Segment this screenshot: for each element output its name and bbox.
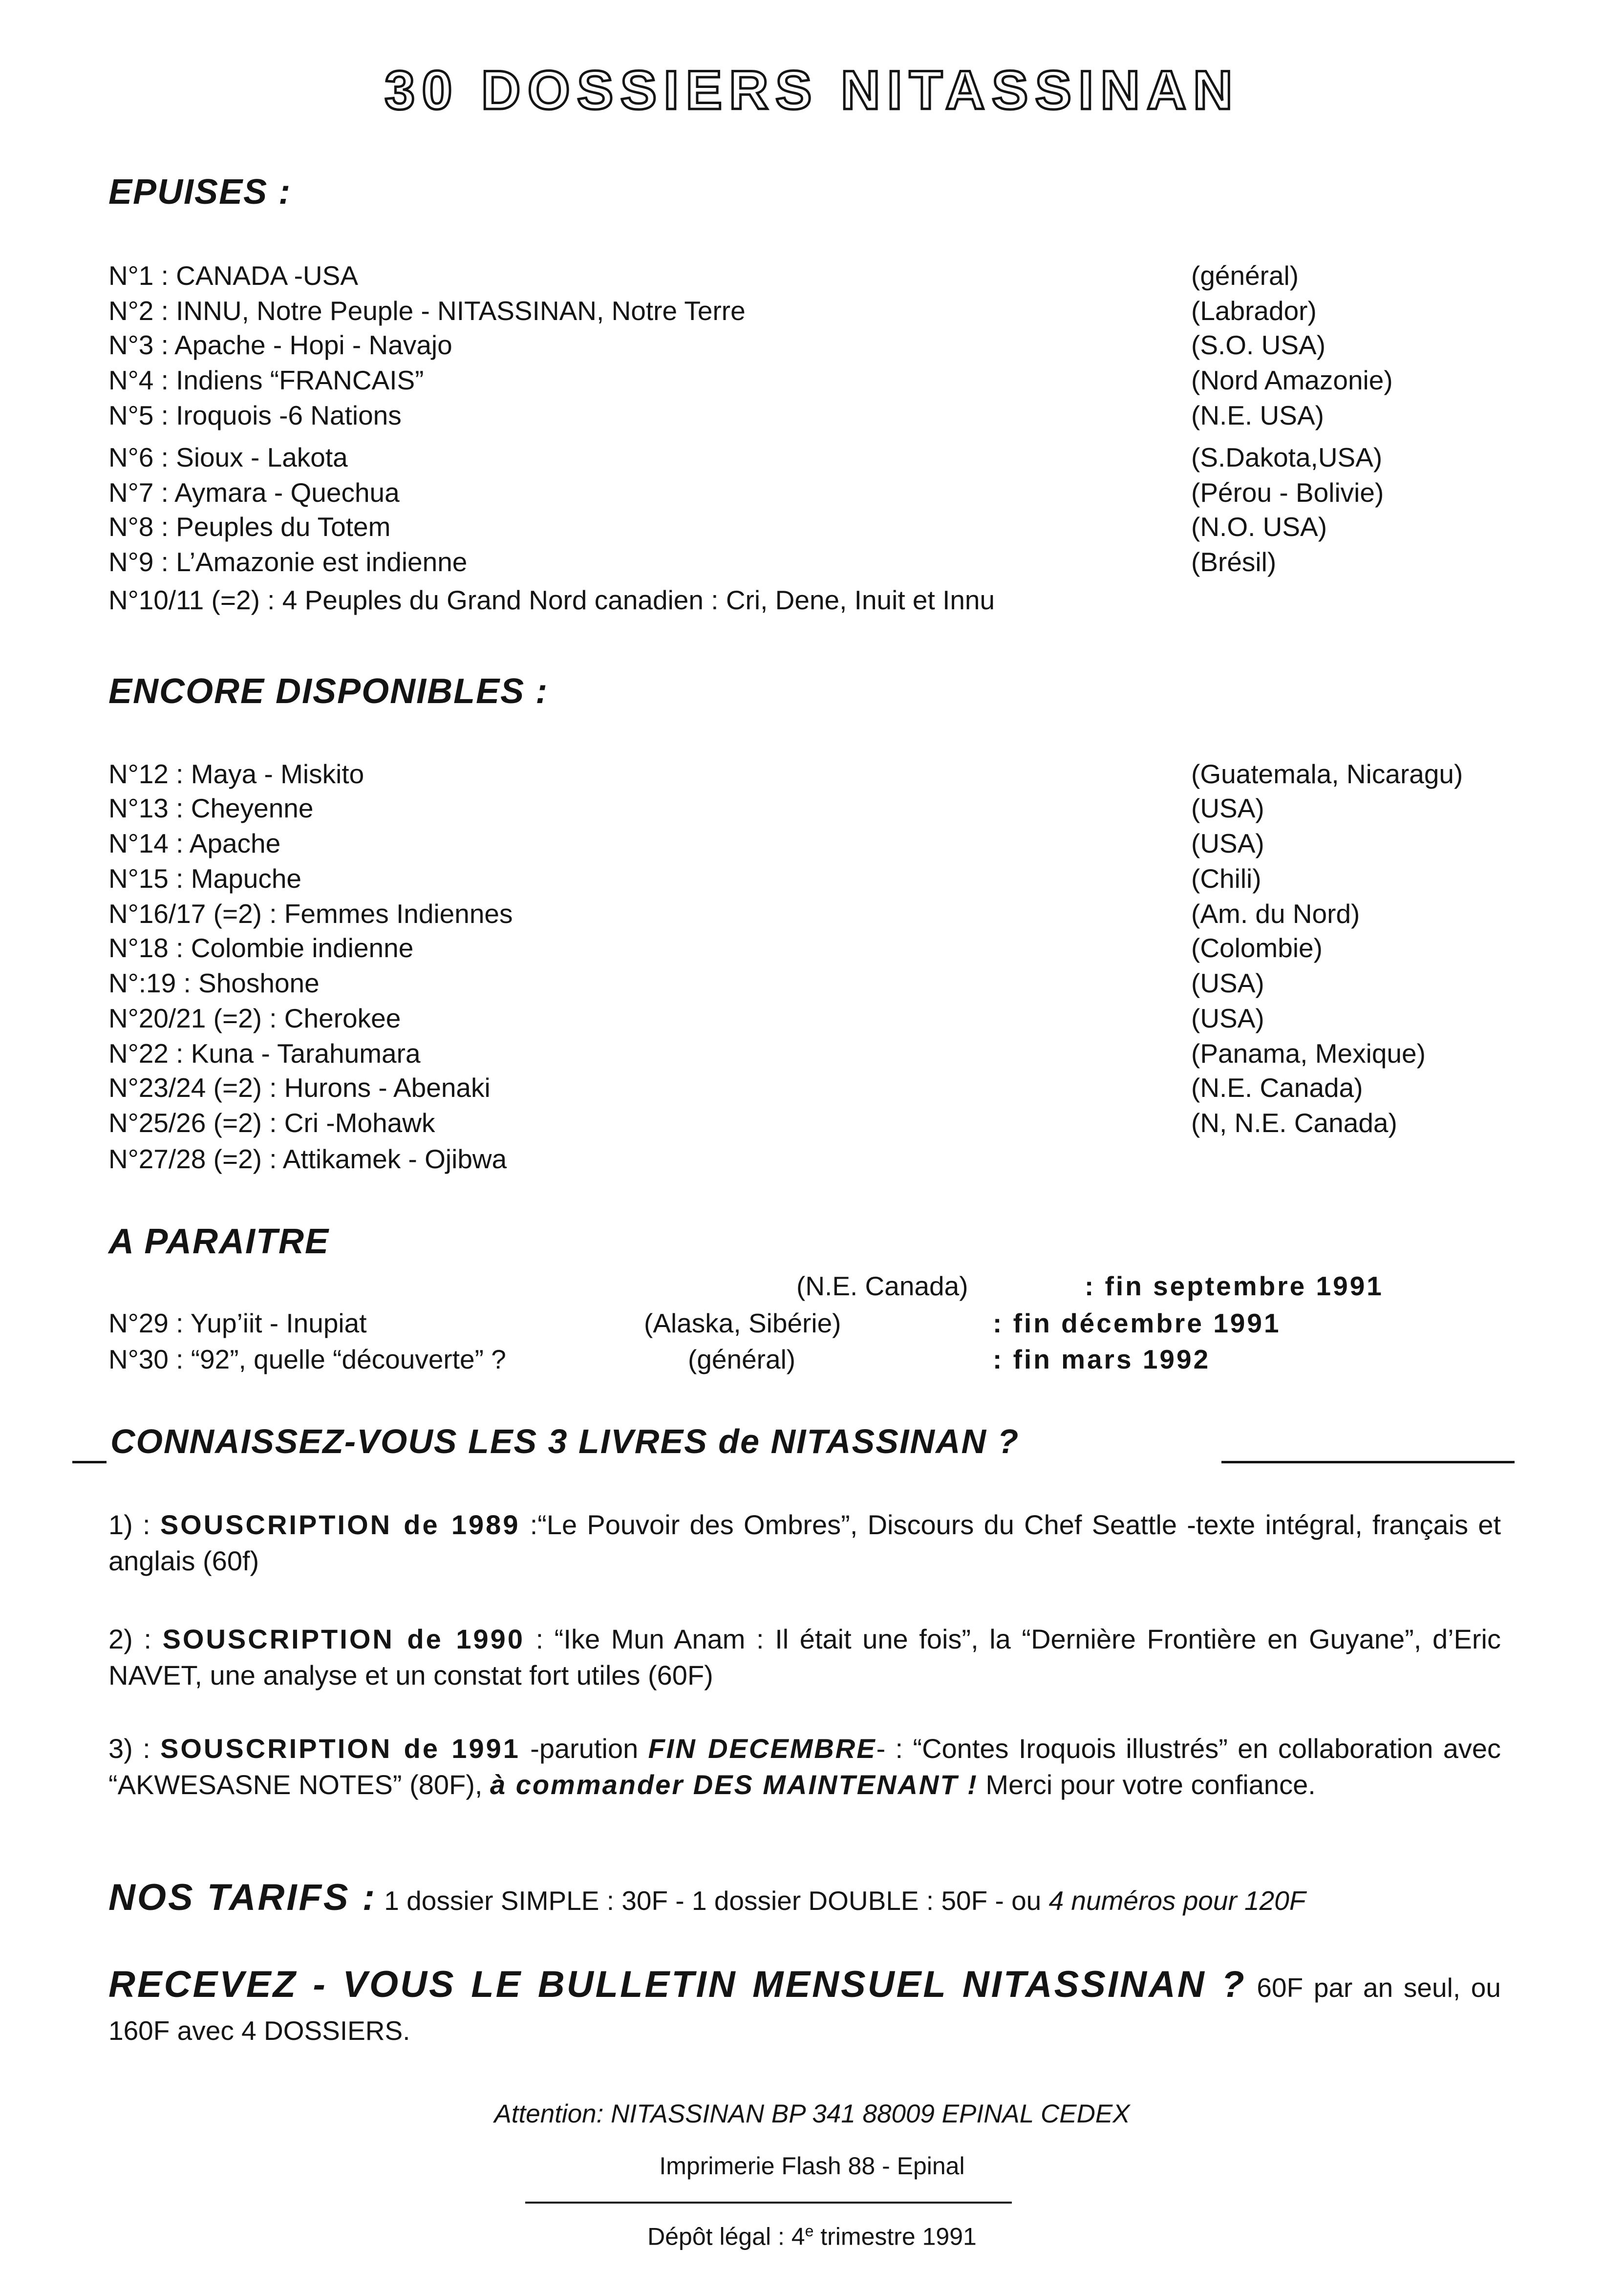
item-release-date: : fin mars 1992	[993, 1344, 1211, 1374]
item-label: N°22 : Kuna - Tarahumara	[108, 1038, 421, 1069]
item-release-date: : fin décembre 1991	[993, 1308, 1281, 1338]
footer-attention: Attention: NITASSINAN BP 341 88009 EPINAL CEDEX	[494, 2099, 1130, 2128]
list-item	[108, 898, 1525, 933]
section-heading-livres: CONNAISSEZ-VOUS LES 3 LIVRES de NITASSINAN ?	[110, 1422, 1020, 1460]
item-label: N°8 : Peuples du Totem	[108, 512, 391, 542]
footer-imprimerie: Imprimerie Flash 88 - Epinal	[659, 2152, 965, 2180]
item-label: N°27/28 (=2) : Attikamek - Ojibwa	[108, 1144, 507, 1174]
item-label: N°13 : Cheyenne	[108, 793, 314, 823]
item-region: (général)	[1191, 260, 1299, 291]
item-region: (USA)	[1191, 793, 1264, 823]
list-item	[108, 1143, 1525, 1178]
livre-3-mid: - : “Contes Iroquois illustrés” en collaboration avec “AKWESASNE NOTES” (80F),	[108, 1733, 1501, 1800]
item-label: N°25/26 (=2) : Cri -Mohawk	[108, 1108, 435, 1138]
item-region: (Labrador)	[1191, 296, 1317, 326]
depot-superscript: e	[805, 2222, 814, 2240]
list-item	[108, 1270, 1525, 1306]
footer-depot-legal	[0, 2222, 1624, 2251]
item-region: (Panama, Mexique)	[1191, 1038, 1426, 1069]
item-label: N°29 : Yup’iit - Inupiat	[108, 1308, 367, 1338]
item-label: N°20/21 (=2) : Cherokee	[108, 1003, 401, 1033]
item-label: N°6 : Sioux - Lakota	[108, 442, 348, 472]
livre-3-souscription: SOUSCRIPTION de 1991	[160, 1733, 520, 1764]
list-item	[108, 546, 1525, 581]
section-heading-epuises: EPUISES :	[108, 172, 292, 212]
list-item	[108, 863, 1525, 898]
item-label: N°12 : Maya - Miskito	[108, 759, 364, 789]
item-label: N°16/17 (=2) : Femmes Indiennes	[108, 899, 513, 929]
heading-rule-right	[1221, 1461, 1515, 1463]
item-region: (USA)	[1191, 968, 1264, 998]
livre-2-number: 2) :	[108, 1624, 163, 1654]
item-region: (Pérou - Bolivie)	[1191, 477, 1384, 508]
item-region: (Guatemala, Nicaragu)	[1191, 759, 1463, 789]
item-label: N°:19 : Shoshone	[108, 968, 320, 998]
list-item	[108, 1107, 1525, 1142]
tarifs-line	[108, 1876, 1305, 1919]
item-label: N°9 : L’Amazonie est indienne	[108, 547, 468, 577]
list-item	[108, 1344, 1525, 1379]
item-region: (Colombie)	[1191, 933, 1323, 963]
item-region: (Brésil)	[1191, 547, 1277, 577]
item-region: (N.E. Canada)	[796, 1271, 968, 1301]
list-item	[108, 793, 1525, 828]
list-item	[108, 511, 1525, 546]
item-label: N°7 : Aymara - Quechua	[108, 477, 400, 508]
livre-3-fin-decembre: FIN DECEMBRE	[648, 1733, 876, 1764]
bulletin-heading: RECEVEZ - VOUS LE BULLETIN MENSUEL NITASSINAN ?	[108, 1964, 1246, 2005]
livre-3-number: 3) :	[108, 1733, 161, 1764]
list-item	[108, 932, 1525, 967]
item-label: N°1 : CANADA -USA	[108, 260, 359, 291]
section-heading-disponibles: ENCORE DISPONIBLES :	[108, 672, 549, 711]
list-item	[108, 477, 1525, 512]
list-item	[108, 295, 1525, 330]
list-item	[108, 584, 1525, 620]
item-region: (Chili)	[1191, 863, 1261, 894]
livre-2-souscription: SOUSCRIPTION de 1990	[162, 1624, 525, 1654]
livre-3-post: Merci pour votre confiance.	[978, 1769, 1316, 1800]
tarifs-text: 1 dossier SIMPLE : 30F - 1 dossier DOUBLE : 50F - ou	[377, 1885, 1049, 1916]
bulletin-text: 60F par an seul, ou 160F avec 4 DOSSIERS.	[108, 1972, 1501, 2046]
list-item	[108, 1072, 1525, 1107]
list-item	[108, 828, 1525, 863]
item-label: N°15 : Mapuche	[108, 863, 301, 894]
item-label: N°23/24 (=2) : Hurons - Abenaki	[108, 1072, 491, 1103]
item-release-date: : fin septembre 1991	[1085, 1271, 1384, 1301]
depot-text-end: trimestre 1991	[813, 2223, 977, 2250]
item-label: N°10/11 (=2) : 4 Peuples du Grand Nord canadien : Cri, Dene, Inuit et Innu	[108, 585, 995, 615]
list-item	[108, 1003, 1525, 1038]
item-label: N°18 : Colombie indienne	[108, 933, 414, 963]
item-region: (S.Dakota,USA)	[1191, 442, 1383, 472]
section-heading-paraitre: A PARAITRE	[108, 1222, 329, 1261]
item-label: N°30 : “92”, quelle “découverte” ?	[108, 1344, 506, 1374]
item-region: (Am. du Nord)	[1191, 899, 1360, 929]
page-title: 30 DOSSIERS NITASSINAN	[385, 60, 1239, 121]
list-item	[108, 329, 1525, 364]
heading-rule-left	[72, 1461, 107, 1463]
list-item	[108, 400, 1525, 435]
livre-2-text: : “Ike Mun Anam : Il était une fois”, la “Dernière Frontière en Guyane”, d’Eric NAVET, une analyse et un constat fort utiles (60F)	[108, 1624, 1501, 1691]
depot-text: Dépôt légal : 4	[647, 2223, 805, 2250]
livre-3-commander: à commander DES MAINTENANT !	[490, 1769, 978, 1800]
item-region: (N.E. Canada)	[1191, 1072, 1363, 1103]
item-region: (N, N.E. Canada)	[1191, 1108, 1397, 1138]
livre-3-paragraph	[108, 1731, 1501, 1803]
livre-1-souscription: SOUSCRIPTION de 1989	[160, 1509, 520, 1540]
list-item	[108, 260, 1525, 295]
list-item	[108, 442, 1525, 477]
livre-3-pre: -parution	[520, 1733, 648, 1764]
item-region: (USA)	[1191, 1003, 1264, 1033]
item-label: N°2 : INNU, Notre Peuple - NITASSINAN, Notre Terre	[108, 296, 746, 326]
list-item	[108, 1038, 1525, 1073]
footer-rule	[525, 2202, 1012, 2204]
item-label: N°5 : Iroquois -6 Nations	[108, 400, 402, 430]
list-item	[108, 1307, 1525, 1343]
item-region: (S.O. USA)	[1191, 330, 1326, 360]
item-region: (général)	[688, 1344, 796, 1374]
tarifs-heading: NOS TARIFS :	[108, 1877, 377, 1918]
list-item	[108, 364, 1525, 400]
item-region: (Alaska, Sibérie)	[644, 1308, 841, 1338]
item-region: (N.E. USA)	[1191, 400, 1324, 430]
item-region: (USA)	[1191, 828, 1264, 858]
item-region: (N.O. USA)	[1191, 512, 1327, 542]
livre-1-text: :“Le Pouvoir des Ombres”, Discours du Chef Seattle -texte intégral, français et anglais (60f)	[108, 1509, 1501, 1576]
list-item	[108, 967, 1525, 1003]
livre-1-number: 1) :	[108, 1509, 160, 1540]
item-label: N°4 : Indiens “FRANCAIS”	[108, 365, 424, 395]
list-item	[108, 758, 1525, 793]
livre-1-paragraph	[108, 1507, 1501, 1579]
item-label: N°14 : Apache	[108, 828, 281, 858]
livre-2-paragraph	[108, 1621, 1501, 1693]
tarifs-offer: 4 numéros pour 120F	[1048, 1885, 1306, 1916]
item-label: N°3 : Apache - Hopi - Navajo	[108, 330, 452, 360]
bulletin-paragraph	[108, 1963, 1501, 2052]
item-region: (Nord Amazonie)	[1191, 365, 1393, 395]
